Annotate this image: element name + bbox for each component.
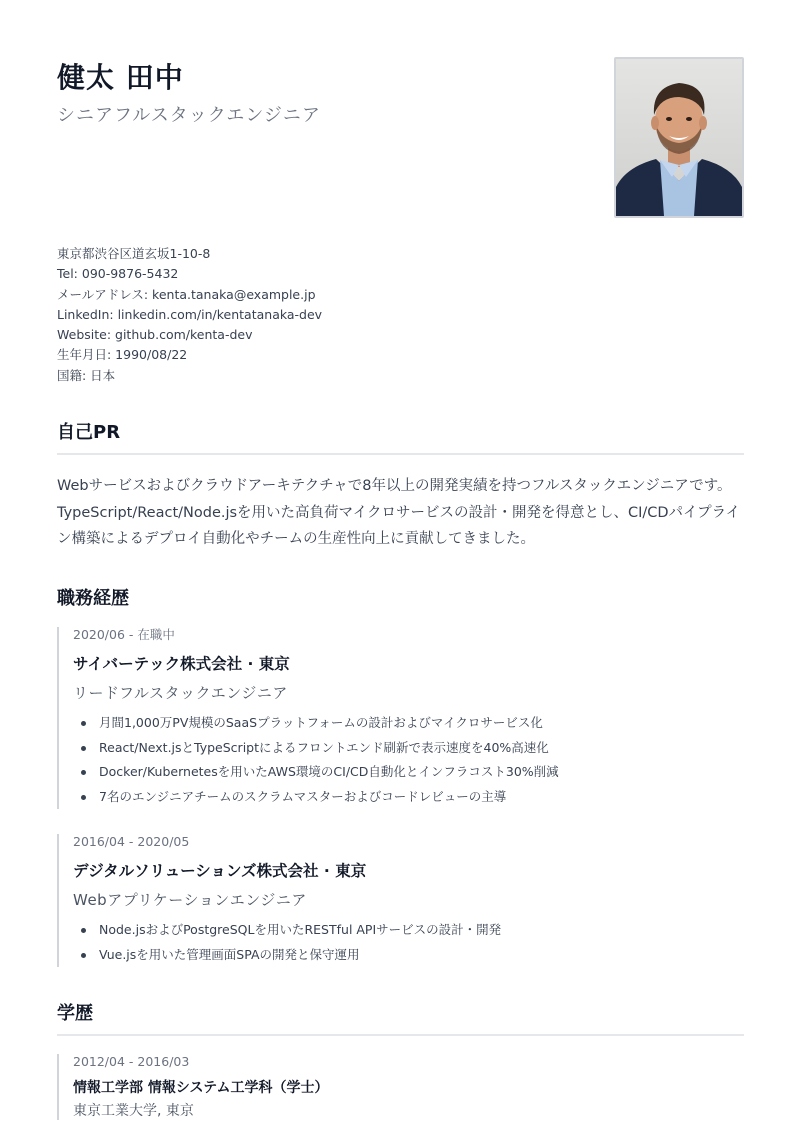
bullet-icon: [81, 795, 86, 800]
bullet-text: React/Next.jsとTypeScriptによるフロントエンド刷新で表示速度を40%高速化: [99, 739, 549, 755]
section-divider: [57, 453, 744, 455]
bullet-text: Node.jsおよびPostgreSQLを用いたRESTful APIサービスの設計・開発: [99, 922, 502, 937]
entry-degree: 情報工学部 情報システム工学科（学士）: [73, 1080, 329, 1096]
bullet-icon: [81, 746, 86, 751]
entry-company: デジタルソリューションズ株式会社 · 東京: [73, 862, 367, 880]
candidate-name: 健太 田中: [57, 61, 184, 94]
list-item: [73, 760, 747, 785]
bullet-icon: [81, 770, 86, 775]
contact-birthdate: 生年月日: 1990/08/22: [57, 347, 188, 363]
contact-email: メールアドレス: kenta.tanaka@example.jp: [57, 286, 316, 302]
pr-text: Webサービスおよびクラウドアーキテクチャで8年以上の開発実績を持つフルスタックエンジニアです。TypeScript/React/Node.jsを用いた高負荷マイクロサービスの設計・開発を得意とし、CI/CDパイプライン構築によるデプロイ自動化やチームの生産性向上に貢献してきました。: [57, 478, 741, 547]
contact-nationality: 国籍: 日本: [57, 367, 116, 383]
profile-photo-illustration: [616, 59, 742, 216]
list-item: [73, 943, 747, 968]
entry-role: Webアプリケーションエンジニア: [73, 891, 307, 909]
list-item: [73, 785, 747, 810]
entry-date: 2012/04 - 2016/03: [73, 1054, 190, 1069]
section-title-education: 学歴: [57, 1003, 93, 1024]
entry-date: 2016/04 - 2020/05: [73, 834, 190, 849]
bullet-text: Vue.jsを用いた管理画面SPAの開発と保守運用: [99, 946, 360, 962]
education-entry: [57, 1054, 747, 1120]
section-divider: [57, 1034, 744, 1036]
contact-phone: Tel: 090-9876-5432: [57, 266, 179, 282]
contact-address: 東京都渋谷区道玄坂1-10-8: [57, 246, 211, 261]
list-item: [73, 918, 747, 943]
entry-role: リードフルスタックエンジニア: [73, 684, 288, 702]
section-title-pr: 自己PR: [57, 422, 121, 443]
entry-school: 東京工業大学, 東京: [73, 1103, 194, 1119]
experience-entry: [57, 627, 747, 809]
bullet-text: 月間1,000万PV規模のSaaSプラットフォームの設計およびマイクロサービス化: [99, 715, 543, 730]
bullet-icon: [81, 721, 86, 726]
entry-date: 2020/06 - 在職中: [73, 627, 175, 642]
entry-bullets: [73, 711, 747, 809]
profile-photo: [614, 57, 744, 218]
contact-info: [57, 244, 322, 386]
bullet-icon: [81, 928, 86, 933]
resume-header: [57, 60, 577, 128]
contact-website: Website: github.com/kenta-dev: [57, 327, 253, 343]
section-title-experience: 職務経歴: [57, 588, 129, 609]
entry-company: サイバーテック株式会社 · 東京: [73, 655, 290, 673]
list-item: [73, 711, 747, 736]
entry-bullets: [73, 918, 747, 967]
job-title: シニアフルスタックエンジニア: [57, 105, 321, 126]
list-item: [73, 736, 747, 761]
bullet-text: 7名のエンジニアチームのスクラムマスターおよびコードレビューの主導: [99, 788, 507, 804]
bullet-text: Docker/Kubernetesを用いたAWS環境のCI/CD自動化とインフラコスト30%削減: [99, 764, 559, 780]
experience-entry: [57, 834, 747, 967]
contact-linkedin: LinkedIn: linkedin.com/in/kentatanaka-dev: [57, 306, 323, 322]
bullet-icon: [81, 953, 86, 958]
